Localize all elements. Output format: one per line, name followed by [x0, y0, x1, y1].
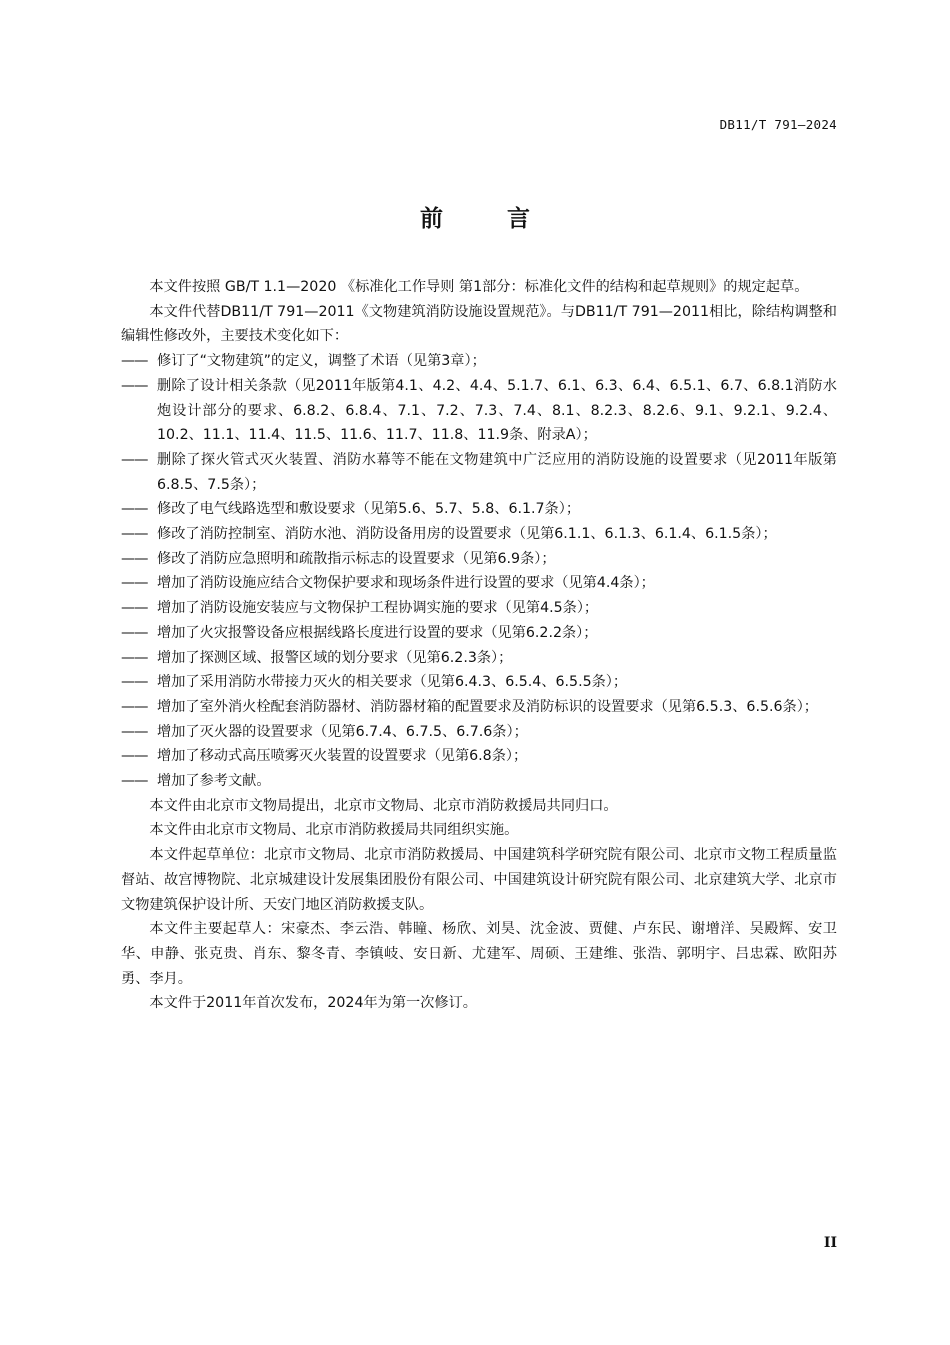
dash-mark: —— [121, 723, 148, 740]
paragraph: 本文件由北京市文物局提出，北京市文物局、北京市消防救援局共同归口。 [149, 797, 618, 814]
dash-mark: —— [121, 501, 148, 518]
change-item [121, 448, 837, 497]
dash-mark: —— [121, 575, 148, 592]
change-item [121, 646, 837, 671]
dash-mark: —— [121, 526, 148, 543]
dash-mark: —— [121, 377, 148, 394]
change-item [121, 744, 837, 769]
paragraph: 本文件于2011年首次发布，2024年为第一次修订。 [149, 995, 477, 1012]
foreword-body [121, 275, 837, 1016]
change-item [121, 670, 837, 695]
document-code: DB11/T 791—2024 [719, 117, 837, 132]
dash-mark: —— [121, 773, 148, 790]
dash-mark: —— [121, 353, 148, 370]
change-text: 增加了探测区域、报警区域的划分要求（见第6.2.3条）； [157, 649, 513, 666]
change-text: 增加了消防设施应结合文物保护要求和现场条件进行设置的要求（见第4.4条）； [157, 575, 655, 592]
change-text: 增加了移动式高压喷雾灭火装置的设置要求（见第6.8条）； [157, 748, 528, 765]
change-item [121, 769, 837, 794]
change-item [121, 522, 837, 547]
change-text: 删除了探火管式灭火装置、消防水幕等不能在文物建筑中广泛应用的消防设施的设置要求（见2011年版第6.8.5、7.5条）； [157, 451, 837, 493]
dash-mark: —— [121, 649, 148, 666]
paragraph: 本文件起草单位：北京市文物局、北京市消防救援局、中国建筑科学研究院有限公司、北京市文物工程质量监督站、故宫博物院、北京城建设计发展集团股份有限公司、中国建筑设计研究院有限公司、北京建筑大学、北京市文物建筑保护设计所、天安门地区消防救援支队。 [121, 847, 837, 913]
change-item [121, 497, 837, 522]
change-text: 增加了火灾报警设备应根据线路长度进行设置的要求（见第6.2.2条）； [157, 624, 598, 641]
change-text: 修改了电气线路选型和敷设要求（见第5.6、5.7、5.8、6.1.7条）； [157, 501, 581, 518]
change-text: 修改了消防应急照明和疏散指示标志的设置要求（见第6.9条）； [157, 550, 556, 567]
dash-mark: —— [121, 698, 148, 715]
change-item [121, 695, 837, 720]
change-item [121, 720, 837, 745]
paragraph: 本文件代替DB11/T 791—2011《文物建筑消防设施设置规范》。与DB11/T 791—2011相比，除结构调整和编辑性修改外，主要技术变化如下： [121, 303, 837, 345]
dash-mark: —— [121, 674, 148, 691]
change-item [121, 571, 837, 596]
change-text: 增加了室外消火栓配套消防器材、消防器材箱的配置要求及消防标识的设置要求（见第6.5.3、6.5.6条）； [157, 698, 818, 715]
change-item [121, 374, 837, 448]
change-text: 修改了消防控制室、消防水池、消防设备用房的设置要求（见第6.1.1、6.1.3、6.1.4、6.1.5条）； [157, 526, 777, 543]
change-text: 修订了“文物建筑”的定义，调整了术语（见第3章）； [157, 353, 486, 370]
page-number: II [823, 1235, 837, 1251]
dash-mark: —— [121, 624, 148, 641]
dash-mark: —— [121, 550, 148, 567]
change-item [121, 547, 837, 572]
dash-mark: —— [121, 748, 148, 765]
dash-mark: —— [121, 600, 148, 617]
paragraph: 本文件由北京市文物局、北京市消防救援局共同组织实施。 [149, 822, 519, 839]
change-item [121, 596, 837, 621]
page-title: 前 言 [419, 206, 558, 232]
change-text: 删除了设计相关条款（见2011年版第4.1、4.2、4.4、5.1.7、6.1、6.3、6.4、6.5.1、6.7、6.8.1消防水炮设计部分的要求、6.8.2、6.8.4、7.1、7.2、7.3、7.4、8.1、8.2.3、8.2.6、9.1、9.2.1、9.2.4、10.2、11.1、11.4、11.5、11.6、11.7、11.8、11.9条、附录A）； [157, 377, 837, 444]
change-text: 增加了参考文献。 [157, 773, 271, 790]
dash-mark: —— [121, 451, 148, 468]
paragraph: 本文件按照 GB/T 1.1—2020 《标准化工作导则 第1部分：标准化文件的结构和起草规则》的规定起草。 [149, 279, 809, 295]
change-text: 增加了采用消防水带接力灭火的相关要求（见第6.4.3、6.5.4、6.5.5条）； [157, 674, 628, 691]
change-item [121, 349, 837, 374]
paragraph: 本文件主要起草人：宋豪杰、李云浩、韩瞳、杨欣、刘昊、沈金波、贾健、卢东民、谢增洋、吴殿辉、安卫华、申静、张克贵、肖东、黎冬青、李镇岐、安日新、尤建军、周硕、王建维、张浩、郭明宇、吕忠霖、欧阳苏勇、李月。 [121, 921, 837, 987]
change-text: 增加了灭火器的设置要求（见第6.7.4、6.7.5、6.7.6条）； [157, 723, 528, 740]
change-item [121, 621, 837, 646]
change-text: 增加了消防设施安装应与文物保护工程协调实施的要求（见第4.5条）； [157, 600, 599, 617]
